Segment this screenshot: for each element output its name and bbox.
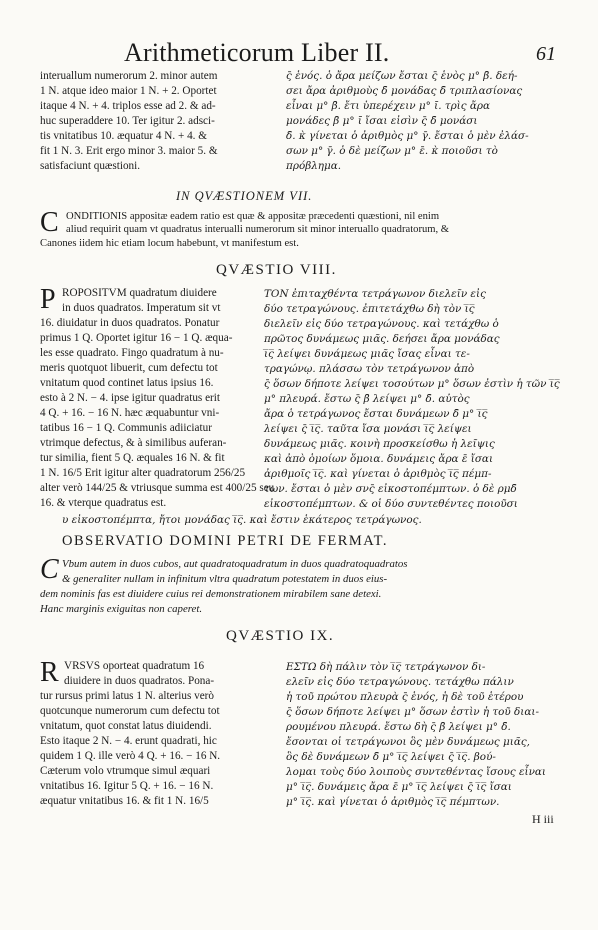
greek-line: ς̄ ὅσων δήποτε λείψει τοσούτων μ° ὅσων ἐστὶν ἡ τῶν ι̅ς̅ [264, 378, 560, 390]
greek-line: ρουμένου πλευρά. ἔστω δὴ ς̄ β̄ λείψει μ° δ̄. [286, 721, 511, 733]
text-line: æquatur vnitatibus 16. & fit 1 N. 16/5 [40, 795, 209, 807]
text-line: huc superaddere 10. Ter igitur 2. adsci- [40, 115, 215, 127]
text-line: alter verò 144/25 & vtriusque summa est 400/25 seu [40, 482, 275, 494]
drop-cap: C [40, 554, 59, 585]
text-line: Cæterum volo vtrumque simul æquari [40, 765, 211, 777]
text-line: tur rursus primi latus 1 N. alterius verò [40, 690, 214, 702]
greek-line: ἔσονται οἱ τετράγωνοι ὃς μὲν δυνάμεως μιᾶς, [286, 736, 530, 748]
text-line: interuallum numerorum 2. minor autem [40, 70, 218, 82]
greek-line: ς̄ ὅσων δήποτε λείψει μ° ὅσων ἐστὶν ἡ τοῦ διαι- [286, 706, 539, 718]
text-line: vnitatibus 16. Igitur 5 Q. + 16. − 16 N. [40, 780, 214, 792]
text-line: Esto itaque 2 N. − 4. erunt quadrati, hic [40, 735, 217, 747]
text-line: les esse quadrato. Fingo quadratum à nu- [40, 347, 224, 359]
text-line: Canones iidem hic etiam locum habebunt, vt manifestum est. [40, 238, 299, 249]
text-line: tur similia, fient 5 Q. æquales 16 N. & fit [40, 452, 225, 464]
greek-line: ὃς δὲ δυνάμεων δ̄ μ° ι̅ς̅ λείψει ς̄ ι̅ς̅. βού- [286, 751, 496, 763]
greek-line: λείψει ς̄ ι̅ς̅. ταῦτα ἴσα μονάσι ι̅ς̅ λείψει [264, 423, 472, 435]
text-line: tis vnitatibus 10. æquatur 4 N. + 4. & [40, 130, 207, 142]
drop-cap: C [40, 207, 59, 238]
text-line: satisfaciunt quæstioni. [40, 160, 141, 172]
greek-line: τραγώνῳ. πλάσσω τὸν τετράγωνον ἀπὸ [264, 363, 475, 375]
greek-line: ι̅ς̅ λείψει δυνάμεως μιᾶς ἴσας εἶναι τε- [264, 348, 470, 360]
greek-line: ελεῖν εἰς δύο τετραγώνους. τετάχθω πάλιν [286, 676, 514, 688]
greek-line: εἶναι μ° β̄. ἔτι ὑπερέχειν μ° ῑ. τρὶς ἄρα [286, 100, 491, 112]
text-line: tatibus 16 − 1 Q. Communis adiiciatur [40, 422, 212, 434]
drop-cap: P [40, 284, 56, 315]
text-line: 1 N. atque ideo maior 1 N. + 2. Oportet [40, 85, 217, 97]
greek-line: μ° ι̅ς̅. δυνάμεις ἄρα ε̄ μ° ι̅ς̅ λείψει ς̄ ι̅ς̅ ἴσαι [286, 781, 512, 793]
running-title: Arithmeticorum Liber II. [124, 38, 390, 67]
text-line: & generaliter nullam in infinitum vltra quadratum potestatem in duos eius- [62, 573, 388, 585]
text-line: Vbum autem in duos cubos, aut quadratoquadratum in duos quadratoquadratos [62, 558, 408, 570]
text-line: VRSVS oporteat quadratum 16 [64, 660, 205, 672]
text-line: itaque 4 N. + 4. triplos esse ad 2. & ad- [40, 100, 216, 112]
text-line: fit 1 N. 3. Erit ergo minor 3. maior 5. & [40, 145, 218, 157]
page-number: 61 [536, 43, 556, 65]
text-line: vtrimque defectus, & à similibus auferan- [40, 437, 227, 449]
text-line: aliud requirit quam vt quadratus interualli numerorum sit minor interuallo quadratorum, & [66, 224, 450, 235]
text-line: 4 Q. + 16. − 16 N. hæc æquabuntur vni- [40, 407, 220, 419]
greek-line: σων μ° γ̄. ὁ δὲ μείζων μ° ε̄. κ̀ ποιοῦσι τὸ [286, 145, 498, 157]
section-heading-q8: QVÆSTIO VIII. [216, 262, 337, 278]
greek-line: ἄρα ὁ τετράγωνος ἔσται δυνάμεων δ̄ μ° ι̅ς̅ [264, 408, 488, 420]
text-line: diuidere in duos quadratos. Pona- [64, 675, 215, 687]
greek-line: μ° ι̅ς̅. καὶ γίνεται ὁ ἀριθμὸς ι̅ς̅ πέμπτων. [286, 796, 500, 808]
greek-line: ΕΣΤΩ δὴ πάλιν τὸν ι̅ς̅ τετράγωνον δι- [286, 661, 486, 673]
text-line: quotcunque numerorum cum defectu tot [40, 705, 220, 717]
text-line: ROPOSITVM quadratum diuidere [62, 287, 217, 299]
greek-line: δ̄. κ̀ γίνεται ὁ ἀριθμὸς μ° γ̄. ἔσται ὁ μὲν ἐλάσ- [286, 130, 529, 142]
text-line: vnitatum, quot constat latus diuidendi. [40, 720, 212, 732]
greek-line: λομαι τοὺς δύο λοιποὺς συντεθέντας ἴσους εἶναι [286, 766, 547, 778]
text-line: Hanc marginis exiguitas non caperet. [40, 603, 203, 615]
greek-line: δύο τετραγώνους. ἐπιτετάχθω δὴ τὸν ι̅ς̅ [264, 303, 475, 315]
greek-line: σει ἄρα ἀριθμοὺς δ̄ μονάδας δ̄ τριπλασίονας [286, 85, 523, 97]
signature-mark: H iii [532, 812, 554, 826]
greek-line: μ° πλευρά. ἔστω ς̄ β̄ λείψει μ° δ̄. αὐτὸς [264, 393, 470, 405]
greek-line: ς̄ ἑνός. ὁ ἄρα μείζων ἔσται ς̄ ἑνὸς μ° β̄. δεή- [286, 70, 518, 82]
section-heading-fermat: OBSERVATIO DOMINI PETRI DE FERMAT. [62, 533, 389, 549]
section-heading-q9: QVÆSTIO IX. [226, 628, 335, 644]
text-line: dem nominis fas est diuidere cuius rei demonstrationem mirabilem sane detexi. [40, 588, 382, 600]
text-line: 16. & vterque quadratus est. [40, 497, 167, 509]
text-line: meris quotquot libuerit, cum defectu tot [40, 362, 218, 374]
section-heading-in-q7: IN QVÆSTIONEM VII. [176, 189, 313, 203]
text-line: primus 1 Q. Oportet igitur 16 − 1 Q. æqua- [40, 332, 233, 344]
greek-line: πρῶτος δυνάμεως μιᾶς. δεήσει ἄρα μονάδας [264, 333, 500, 345]
greek-line: ἀριθμοῖς ι̅ς̅. καὶ γίνεται ὁ ἀριθμὸς ι̅ς̅ πέμπ- [264, 468, 492, 480]
greek-line: μονάδες β̄ μ° ῑ ἴσαι εἰσὶν ς̄ δ̄ μονάσι [286, 115, 478, 127]
text-line: 1 N. 16/5 Erit igitur alter quadratorum 256/25 [40, 467, 246, 479]
greek-line: ἡ τοῦ πρώτου πλευρὰ ς̄ ἑνός, ἡ δὲ τοῦ ἑτέρου [286, 691, 524, 703]
greek-line: των. ἔσται ὁ μὲν σνς̄ εἰκοστοπέμπτων. ὁ δὲ ρμδ̄ [264, 483, 517, 495]
greek-line: διελεῖν εἰς δύο τετραγώνους. καὶ τετάχθω ὁ [264, 318, 499, 330]
greek-line: δυνάμεως μιᾶς. κοινὴ προσκείσθω ἡ λεῖψις [264, 438, 495, 450]
text-line: 16. diuidatur in duos quadratos. Ponatur [40, 317, 220, 329]
text-line: quidem 1 Q. ille verò 4 Q. + 16. − 16 N. [40, 750, 221, 762]
greek-line: εἰκοστοπέμπτων. & οἱ δύο συντεθέντες ποιοῦσι [264, 498, 518, 510]
text-line: esto à 2 N. − 4. ipse igitur quadratus erit [40, 392, 220, 404]
text-line: ONDITIONIS appositæ eadem ratio est quæ & appositæ præcedenti quæstioni, nil enim [66, 211, 440, 222]
text-line: in duos quadratos. Imperatum sit vt [62, 302, 221, 314]
greek-line: πρόβλημα. [286, 160, 342, 172]
greek-continuation-line: υ εἰκοστοπέμπτα, ἤτοι μονάδας ι̅ς̅. καὶ ἔστιν ἑκάτερος τετράγωνος. [62, 514, 422, 526]
drop-cap: R [40, 657, 59, 688]
greek-line: ΤΟΝ ἐπιταχθέντα τετράγωνον διελεῖν εἰς [264, 288, 486, 300]
text-line: vnitatum quod continet latus ipsius 16. [40, 377, 214, 389]
greek-line: καὶ ἀπὸ ὁμοίων ὅμοια. δυνάμεις ἄρα ε̄ ἴσαι [264, 453, 494, 465]
